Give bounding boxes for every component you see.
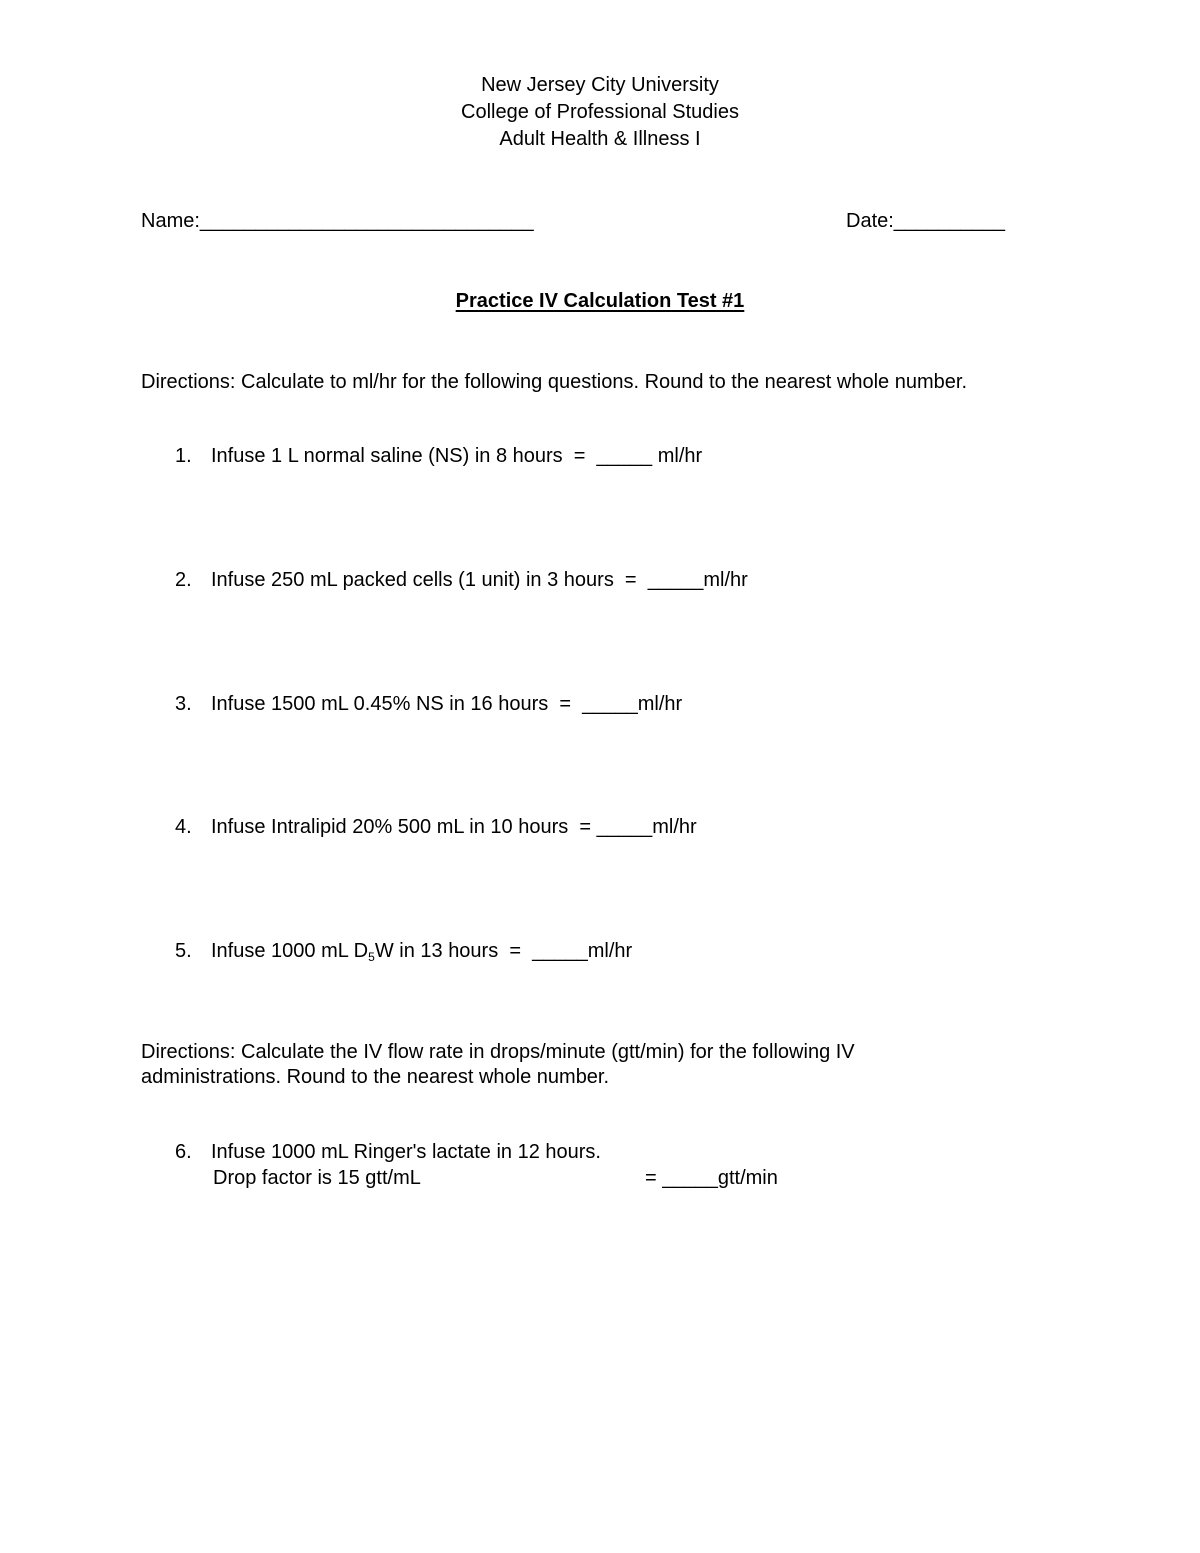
question-text: Infuse Intralipid 20% 500 mL in 10 hours = _____ml/hr <box>211 816 697 838</box>
question-number: 3. <box>175 693 192 715</box>
question-number: 5. <box>175 940 192 962</box>
question-number: 2. <box>175 569 192 591</box>
college-name: College of Professional Studies <box>461 101 739 123</box>
section2-directions-line2: administrations. Round to the nearest whole number. <box>141 1066 610 1088</box>
question-number: 6. <box>175 1141 192 1163</box>
question-number: 4. <box>175 816 192 838</box>
question-text-after: W in 13 hours = _____ml/hr <box>374 940 633 962</box>
section1-directions: Directions: Calculate to ml/hr for the following questions. Round to the nearest whole number. <box>141 371 967 393</box>
course-name: Adult Health & Illness I <box>499 128 701 150</box>
test-title: Practice IV Calculation Test #1 <box>455 290 745 312</box>
name-field: Name:______________________________ <box>141 210 534 232</box>
question-text-line2: Drop factor is 15 gtt/mL <box>213 1167 421 1189</box>
question-answer-blank: = _____gtt/min <box>645 1167 778 1189</box>
question-text: Infuse 1 L normal saline (NS) in 8 hours = _____ ml/hr <box>211 445 703 467</box>
date-field: Date:__________ <box>846 210 1006 232</box>
question-number: 1. <box>175 445 192 467</box>
question-text: Infuse 1500 mL 0.45% NS in 16 hours = _____ml/hr <box>211 693 683 715</box>
section2-directions-line1: Directions: Calculate the IV flow rate in drops/minute (gtt/min) for the following IV <box>141 1041 855 1063</box>
subscript: 5 <box>368 950 375 964</box>
question-text-before: Infuse 1000 mL D <box>211 940 369 962</box>
question-text <box>211 940 633 964</box>
question-text: Infuse 250 mL packed cells (1 unit) in 3 hours = _____ml/hr <box>211 569 748 591</box>
question-text-line1: Infuse 1000 mL Ringer's lactate in 12 hours. <box>211 1141 601 1163</box>
university-name: New Jersey City University <box>481 74 719 96</box>
